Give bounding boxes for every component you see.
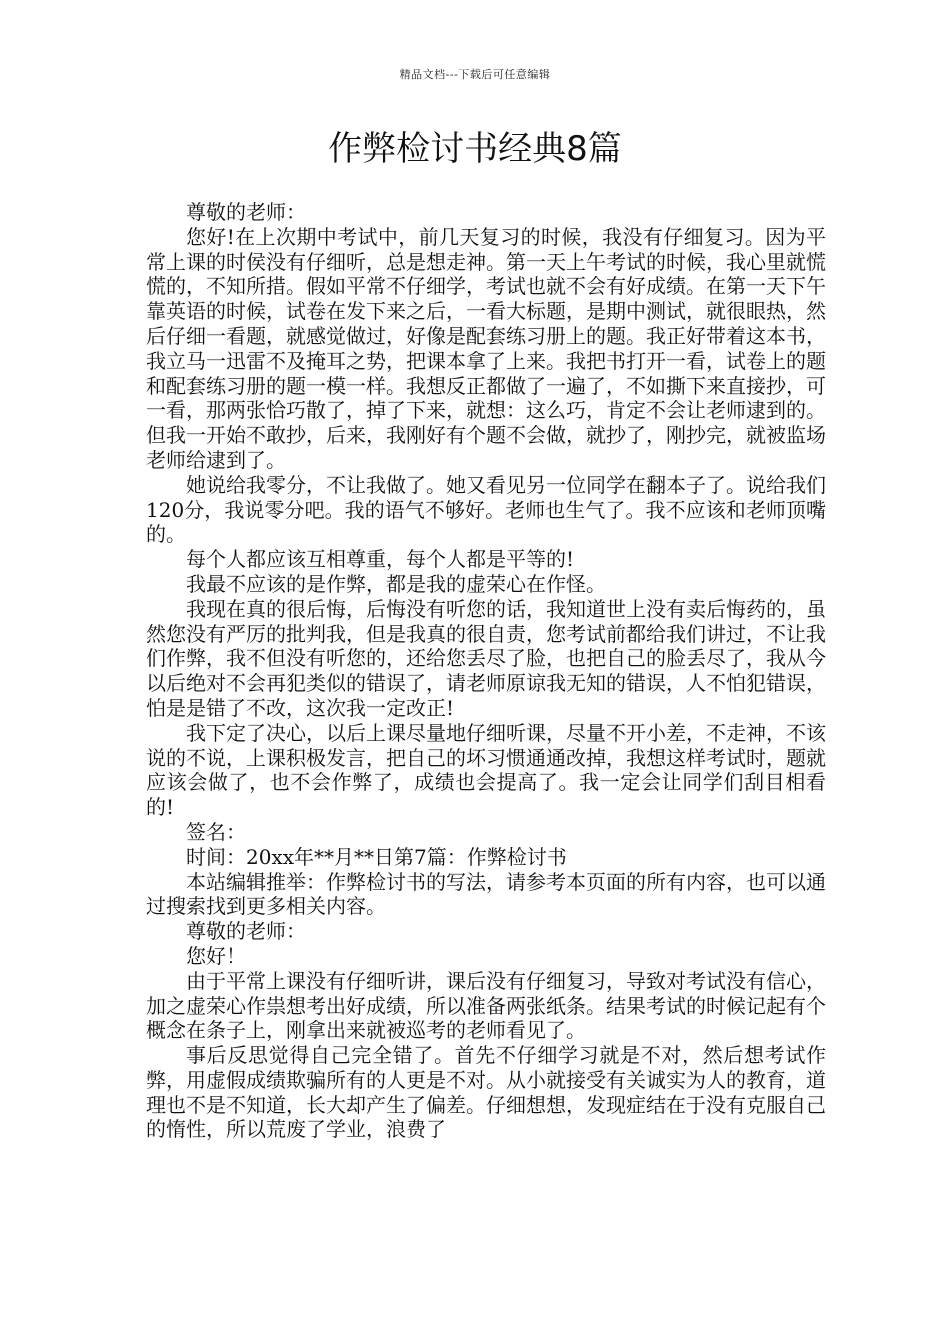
document-title: 作弊检讨书经典8篇 bbox=[328, 129, 622, 169]
signature-line: 签名： bbox=[186, 819, 246, 844]
paragraph-salutation: 尊敬的老师： bbox=[186, 200, 306, 224]
paragraph: 她说给我零分，不让我做了。她又看见另一位同学在翻本子了。说给我们120分，我说零分吧。我的语气不够好。老师也生气了。我不应该和老师顶嘴的。 bbox=[146, 472, 826, 547]
paragraph: 我下定了决心，以后上课尽量地仔细听课，尽量不开小差，不走神，不该说的不说，上课积极发言，把自己的坏习惯通通改掉，我想这样考试时，题就应该会做了，也不会作弊了，成绩也会提高了。我一定会让同学们刮目相看的! bbox=[146, 720, 826, 820]
paragraph: 您好!在上次期中考试中，前几天复习的时候，我没有仔细复习。因为平常上课的时侯没有仔细听，总是想走神。第一天上午考试的时候，我心里就慌慌的，不知所措。假如平常不仔细学，考试也就不会有好成绩。在第一天下午靠英语的时候，试卷在发下来之后，一看大标题，是期中测试，就很眼热，然后仔细一看题，就感觉做过，好像是配套练习册上的题。我正好带着这本书，我立马一迅雷不及掩耳之势，把课本拿了上来。我把书打开一看，试卷上的题和配套练习册的题一模一样。我想反正都做了一遍了，不如撕下来直接抄，可一看，那两张恰巧散了，掉了下来，就想：这么巧，肯定不会让老师逮到的。但我一开始不敢抄，后来，我刚好有个题不会做，就抄了，刚抄完，就被监场老师给逮到了。 bbox=[146, 224, 826, 472]
date-line: 时间：20xx年**月**日第7篇：作弊检讨书 bbox=[186, 844, 567, 869]
paragraph-greeting: 您好！ bbox=[186, 943, 246, 968]
paragraph-salutation: 尊敬的老师： bbox=[186, 919, 306, 944]
paragraph: 我最不应该的是作弊，都是我的虚荣心在作怪。 bbox=[186, 571, 606, 596]
editor-recommendation: 本站编辑推举：作弊检讨书的写法，请参考本页面的所有内容，也可以通过搜索找到更多相关内容。 bbox=[146, 869, 826, 919]
paragraph: 由于平常上课没有仔细听讲，课后没有仔细复习，导致对考试没有信心，加之虚荣心作祟想考出好成绩，所以准备两张纸条。结果考试的时候记起有个概念在条子上，刚拿出来就被巡考的老师看见了。 bbox=[146, 968, 826, 1043]
paragraph: 事后反思觉得自己完全错了。首先不仔细学习就是不对，然后想考试作弊，用虚假成绩欺骗所有的人更是不对。从小就接受有关诚实为人的教育，道理也不是不知道，长大却产生了偏差。仔细想想，发现症结在于没有克服自己的惰性，所以荒废了学业，浪费了 bbox=[146, 1043, 826, 1142]
page-header-note: 精品文档---下载后可任意编辑 bbox=[399, 68, 551, 81]
document-body bbox=[146, 200, 826, 1142]
paragraph: 我现在真的很后悔，后悔没有听您的话，我知道世上没有卖后悔药的，虽然您没有严厉的批判我，但是我真的很自责，您考试前都给我们讲过，不让我们作弊，我不但没有听您的，还给您丢尽了脸，也把自己的脸丢尽了，我从今以后绝对不会再犯类似的错误了，请老师原谅我无知的错误，人不怕犯错误，怕是是错了不改，这次我一定改正! bbox=[146, 596, 826, 720]
paragraph: 每个人都应该互相尊重，每个人都是平等的! bbox=[186, 547, 575, 572]
